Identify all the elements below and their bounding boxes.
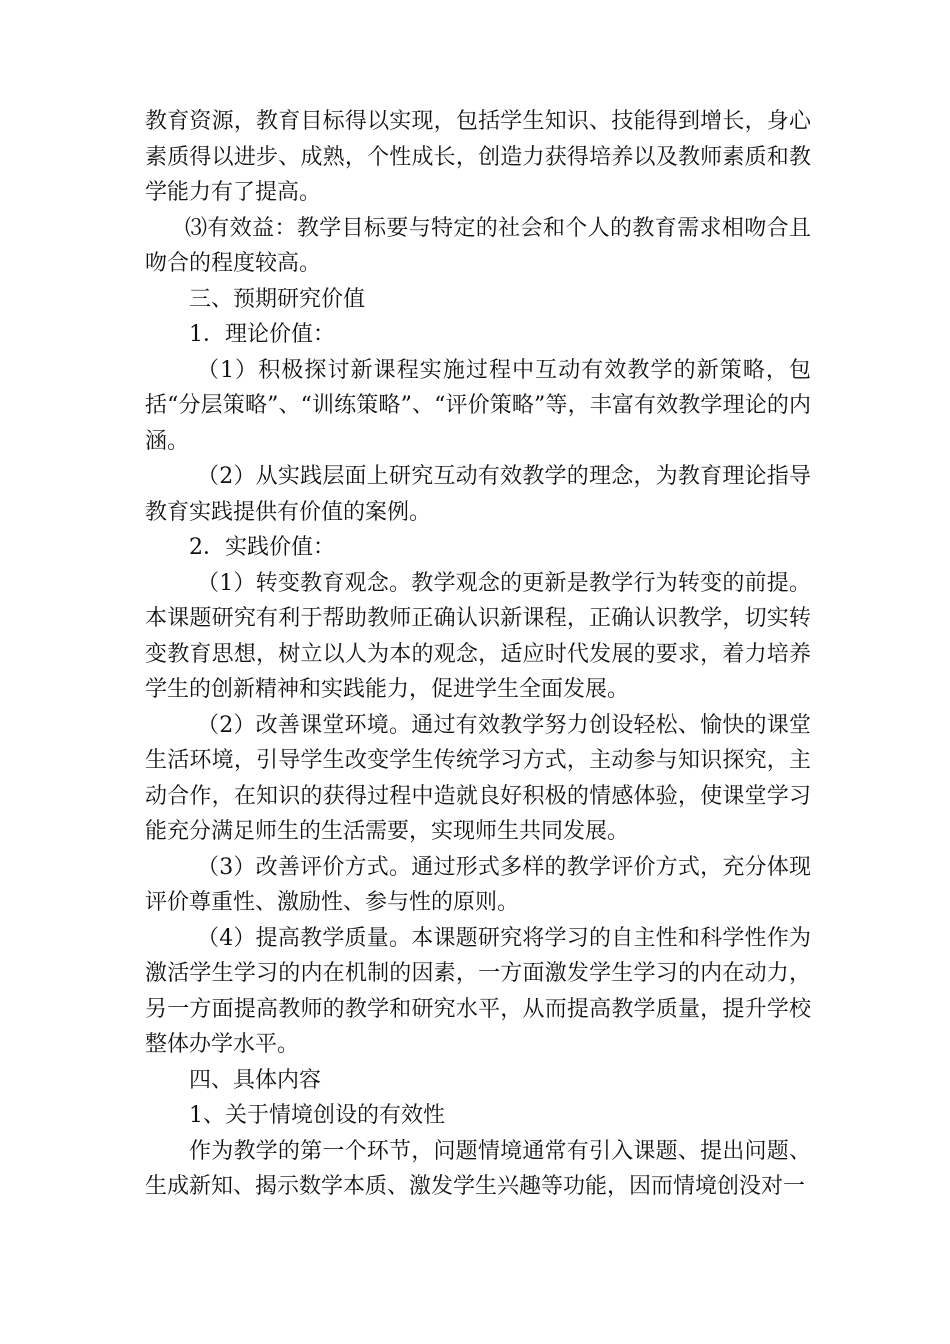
section-heading-3: 三、预期研究价值 bbox=[189, 286, 366, 312]
paragraph-practice-4: （4）提高教学质量。本课题研究将学习的自主性和科学性作为激活学生学习的内在机制的因素，一方面激发学生学习的内在动力，另一方面提高教师的教学和研究水平，从而提高教学质量，提升学校整体办学水平。 bbox=[145, 925, 811, 1057]
paragraph-practice-3: （3）改善评价方式。通过形式多样的教学评价方式，充分体现评价尊重性、激励性、参与性的原则。 bbox=[145, 854, 811, 915]
paragraph-theory-2: （2）从实践层面上研究互动有效教学的理念，为教育理论指导教育实践提供有价值的案例。 bbox=[145, 464, 811, 525]
paragraph-practice-2: （2）改善课堂环境。通过有效教学努力创设轻松、愉快的课堂生活环境，引导学生改变学生传统学习方式，主动参与知识探究，主动合作，在知识的获得过程中造就良好积极的情感体验，使课堂学习能充分满足师生的生活需要，实现师生共同发展。 bbox=[145, 712, 811, 844]
subheading-practice-value: 2．实践价值： bbox=[189, 535, 335, 560]
section-heading-4: 四、具体内容 bbox=[189, 1067, 322, 1093]
document-page bbox=[145, 104, 811, 1205]
paragraph-practice-1: （1）转变教育观念。教学观念的更新是教学行为转变的前提。本课题研究有利于帮助教师正确认识新课程，正确认识教学，切实转变教育思想，树立以人为本的观念，适应时代发展的要求，着力培养学生的创新精神和实践能力，促进学生全面发展。 bbox=[145, 570, 811, 702]
subheading-situation: 1、关于情境创设的有效性 bbox=[189, 1103, 445, 1128]
subheading-theory-value: 1．理论价值： bbox=[189, 322, 335, 347]
paragraph-theory-1: （1）积极探讨新课程实施过程中互动有效教学的新策略，包括“分层策略”、“训练策略”、“评价策略”等，丰富有效教学理论的内涵。 bbox=[145, 357, 811, 454]
paragraph-continuation: 教育资源，教育目标得以实现，包括学生知识、技能得到增长，身心素质得以进步、成熟，个性成长，创造力获得培养以及教师素质和教学能力有了提高。 bbox=[145, 109, 811, 205]
paragraph-effectiveness: ⑶有效益：教学目标要与特定的社会和个人的教育需求相吻合且吻合的程度较高。 bbox=[145, 215, 811, 276]
paragraph-situation: 作为教学的第一个环节，问题情境通常有引入课题、提出问题、生成新知、揭示数学本质、激发学生兴趣等功能，因而情境创没对一 bbox=[145, 1138, 811, 1199]
